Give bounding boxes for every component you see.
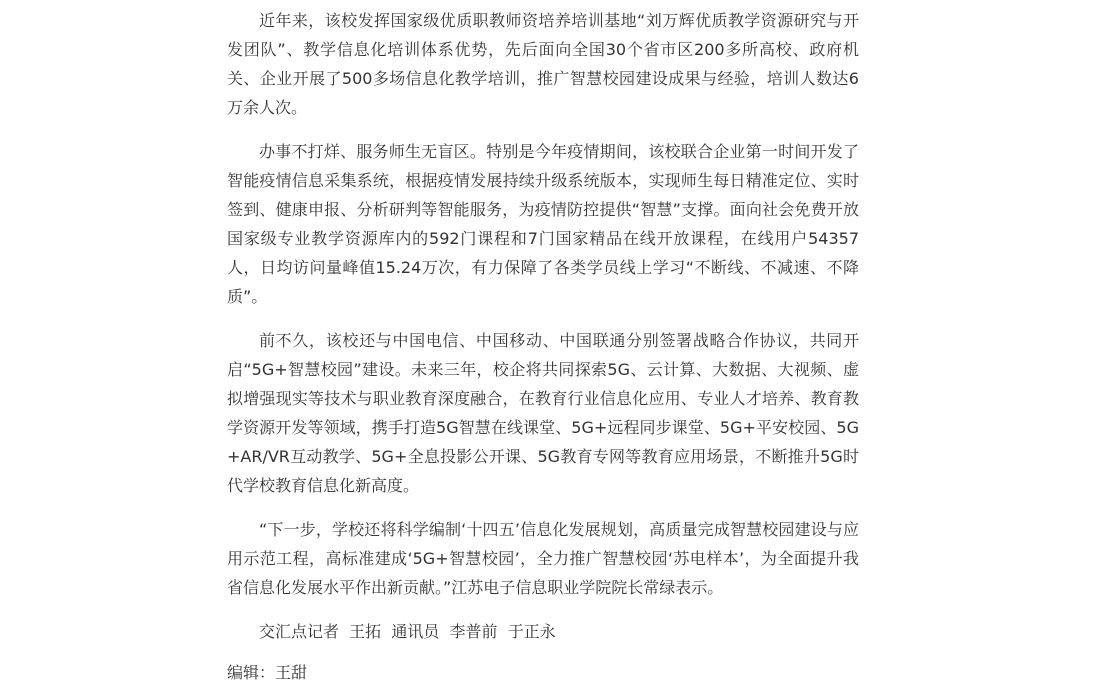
editor-credit: 编辑：王甜	[227, 663, 308, 682]
paragraph-epidemic-services: 办事不打烊、服务师生无盲区。特别是今年疫情期间，该校联合企业第一时间开发了智能疫情信息采集系统，根据疫情发展持续升级系统版本，实现师生每日精准定位、实时签到、健康申报、分析研判等智能服务，为疫情防控提供“智慧”支撑。面向社会免费开放国家级专业教学资源库内的592门课程和7门国家精品在线开放课程，在线用户54357人，日均访问量峰值15.24万次，有力保障了各类学员线上学习“不断线、不减速、不降质”。	[227, 142, 859, 306]
paragraph-5g-cooperation: 前不久，该校还与中国电信、中国移动、中国联通分别签署战略合作协议，共同开启“5G+智慧校园”建设。未来三年，校企将共同探索5G、云计算、大数据、大视频、虚拟增强现实等技术与职业教育深度融合，在教育行业信息化应用、专业人才培养、教育教学资源开发等领域，携手打造5G智慧在线课堂、5G+远程同步课堂、5G+平安校园、5G+AR/VR互动教学、5G+全息投影公开课、5G教育专网等教育应用场景，不断推升5G时代学校教育信息化新高度。	[227, 331, 859, 495]
paragraph-quote: “下一步，学校还将科学编制‘十四五’信息化发展规划，高质量完成智慧校园建设与应用示范工程，高标准建成‘5G+智慧校园’，全力推广智慧校园‘苏电样本’，为全面提升我省信息化发展水平作出新贡献。”江苏电子信息职业学院院长常绿表示。	[227, 520, 859, 597]
article-body	[227, 6, 859, 687]
reporter-credit: 交汇点记者 王拓 通讯员 李普前 于正永	[259, 622, 556, 641]
paragraph-training: 近年来，该校发挥国家级优质职教师资培养培训基地“刘万辉优质教学资源研究与开发团队”、教学信息化培训体系优势，先后面向全国30个省市区200多所高校、政府机关、企业开展了500多场信息化教学培训，推广智慧校园建设成果与经验，培训人数达6万余人次。	[227, 11, 859, 117]
